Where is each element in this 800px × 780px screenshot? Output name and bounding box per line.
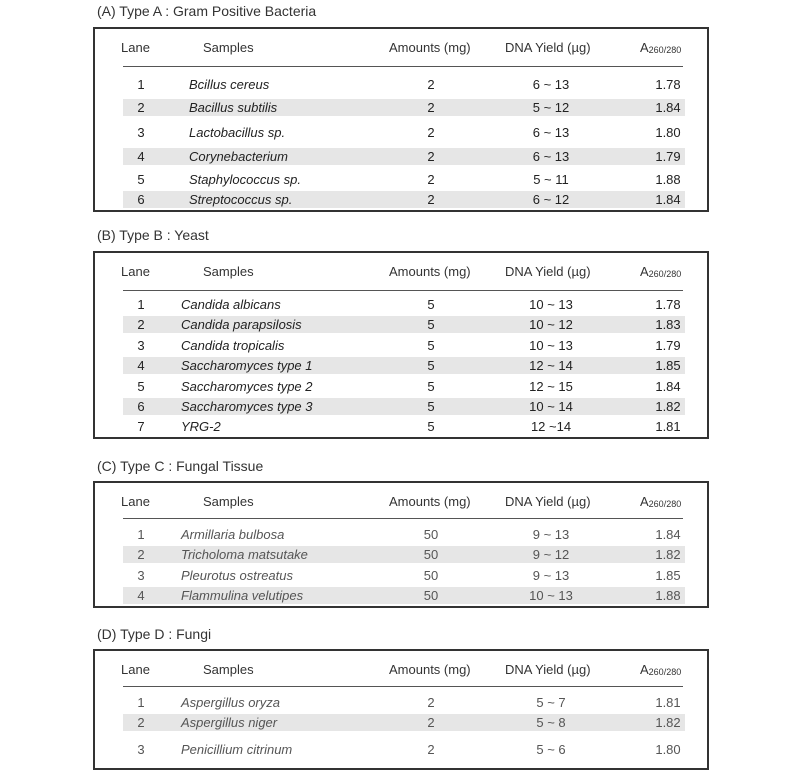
amount-cell: 2 [427, 125, 435, 140]
amount-cell: 2 [427, 77, 435, 92]
dna-yield-cell: 6 ~ 13 [532, 149, 570, 164]
dna-yield-cell: 10 ~ 12 [529, 317, 573, 332]
ratio-cell: 1.81 [655, 419, 681, 434]
ratio-cell: 1.78 [655, 297, 681, 312]
lane-cell: 2 [137, 317, 145, 332]
sample-cell: Aspergillus niger [181, 715, 278, 730]
lane-cell: 5 [137, 172, 145, 187]
lane-cell: 3 [137, 742, 145, 757]
amount-cell: 2 [427, 172, 435, 187]
header-divider [123, 518, 683, 519]
header-ratio: $A_{260/280}$ [640, 40, 682, 55]
dna-yield-cell: 6 ~ 12 [532, 192, 570, 207]
header-amounts: Amounts (mg) [389, 264, 471, 279]
amount-cell: 2 [427, 742, 435, 757]
table-row [123, 316, 685, 333]
dna-yield-cell: 9 ~ 13 [532, 568, 570, 583]
dna-yield-cell: 10 ~ 14 [529, 399, 573, 414]
lane-cell: 2 [137, 715, 145, 730]
lane-cell: 3 [137, 568, 145, 583]
section-d-title: (D) Type D : Fungi [97, 626, 212, 642]
sample-cell: Candida tropicalis [181, 338, 285, 353]
header-lane: Lane [121, 662, 150, 677]
dna-yield-cell: 9 ~ 13 [532, 527, 570, 542]
lane-cell: 4 [137, 149, 145, 164]
sample-cell: Candida parapsilosis [181, 317, 302, 332]
sample-cell: Lactobacillus sp. [189, 125, 286, 140]
table-row [123, 296, 685, 313]
header-amounts: Amounts (mg) [389, 40, 471, 55]
table-b [93, 251, 709, 439]
header-amounts: Amounts (mg) [389, 662, 471, 677]
ratio-cell: 1.84 [655, 527, 681, 542]
lane-cell: 1 [137, 527, 145, 542]
amount-cell: 50 [423, 527, 439, 542]
dna-yield-cell: 5 ~ 8 [536, 715, 566, 730]
lane-cell: 7 [137, 419, 145, 434]
table-row [123, 546, 685, 563]
ratio-cell: 1.84 [655, 192, 681, 207]
table-row [123, 76, 685, 93]
table-row [123, 357, 685, 374]
sample-cell: Streptococcus sp. [189, 192, 293, 207]
header-divider [123, 686, 683, 687]
sample-cell: Aspergillus oryza [181, 695, 280, 710]
header-samples: Samples [203, 662, 254, 677]
table-row [123, 148, 685, 165]
dna-yield-cell: 6 ~ 13 [532, 77, 570, 92]
lane-cell: 6 [137, 399, 145, 414]
amount-cell: 5 [427, 419, 435, 434]
dna-yield-cell: 5 ~ 6 [536, 742, 566, 757]
amount-cell: 5 [427, 297, 435, 312]
table-row [123, 418, 685, 435]
amount-cell: 50 [423, 568, 439, 583]
amount-cell: 50 [423, 547, 439, 562]
sample-cell: Candida albicans [181, 297, 281, 312]
ratio-cell: 1.82 [655, 715, 681, 730]
header-divider [123, 66, 683, 67]
lane-cell: 6 [137, 192, 145, 207]
sample-cell: Tricholoma matsutake [181, 547, 308, 562]
lane-cell: 1 [137, 695, 145, 710]
sample-cell: Penicillium citrinum [181, 742, 293, 757]
header-dna-yield: DNA Yield (µg) [505, 494, 591, 509]
ratio-cell: 1.82 [655, 399, 681, 414]
dna-yield-cell: 9 ~ 12 [532, 547, 570, 562]
table-row [123, 741, 685, 758]
ratio-cell: 1.85 [655, 568, 681, 583]
header-ratio: $A_{260/280}$ [640, 494, 682, 509]
ratio-cell: 1.88 [655, 588, 681, 603]
table-row [123, 526, 685, 543]
dna-yield-cell: 5 ~ 7 [536, 695, 566, 710]
amount-cell: 2 [427, 192, 435, 207]
amount-cell: 5 [427, 317, 435, 332]
header-lane: Lane [121, 494, 150, 509]
table-c [93, 481, 709, 608]
lane-cell: 1 [137, 77, 145, 92]
table-row [123, 587, 685, 604]
dna-yield-cell: 5 ~ 12 [532, 100, 570, 115]
lane-cell: 4 [137, 358, 145, 373]
lane-cell: 5 [137, 379, 145, 394]
sample-cell: Staphylococcus sp. [189, 172, 302, 187]
ratio-cell: 1.78 [655, 77, 681, 92]
dna-yield-cell: 5 ~ 11 [533, 172, 569, 187]
lane-cell: 4 [137, 588, 145, 603]
table-d [93, 649, 709, 770]
amount-cell: 2 [427, 715, 435, 730]
lane-cell: 3 [137, 125, 145, 140]
table-row [123, 398, 685, 415]
dna-yield-cell: 10 ~ 13 [529, 297, 573, 312]
dna-yield-cell: 12 ~ 14 [529, 358, 573, 373]
lane-cell: 3 [137, 338, 145, 353]
section-a-title: (A) Type A : Gram Positive Bacteria [97, 3, 317, 19]
sample-cell: Saccharomyces type 3 [181, 399, 313, 414]
header-dna-yield: DNA Yield (µg) [505, 264, 591, 279]
header-samples: Samples [203, 40, 254, 55]
amount-cell: 2 [427, 695, 435, 710]
ratio-cell: 1.88 [655, 172, 681, 187]
sample-cell: Armillaria bulbosa [181, 527, 285, 542]
amount-cell: 5 [427, 399, 435, 414]
sample-cell: Corynebacterium [189, 149, 288, 164]
dna-yield-cell: 6 ~ 13 [532, 125, 570, 140]
table-row [123, 694, 685, 711]
ratio-cell: 1.85 [655, 358, 681, 373]
header-dna-yield: DNA Yield (µg) [505, 662, 591, 677]
amount-cell: 5 [427, 379, 435, 394]
ratio-cell: 1.79 [655, 338, 681, 353]
amount-cell: 50 [423, 588, 439, 603]
table-row [123, 191, 685, 208]
ratio-cell: 1.83 [655, 317, 681, 332]
dna-yield-cell: 12 ~14 [530, 419, 572, 434]
ratio-cell: 1.80 [655, 742, 681, 757]
ratio-cell: 1.82 [655, 547, 681, 562]
header-divider [123, 290, 683, 291]
table-row [123, 714, 685, 731]
header-samples: Samples [203, 264, 254, 279]
sample-cell: Bcillus cereus [189, 77, 270, 92]
sample-cell: YRG-2 [181, 419, 221, 434]
lane-cell: 2 [137, 100, 145, 115]
ratio-cell: 1.84 [655, 379, 681, 394]
table-row [123, 567, 685, 584]
header-ratio: $A_{260/280}$ [640, 662, 682, 677]
table-row [123, 378, 685, 395]
ratio-cell: 1.84 [655, 100, 681, 115]
amount-cell: 2 [427, 149, 435, 164]
header-amounts: Amounts (mg) [389, 494, 471, 509]
section-c-title: (C) Type C : Fungal Tissue [97, 458, 264, 474]
amount-cell: 5 [427, 338, 435, 353]
header-lane: Lane [121, 264, 150, 279]
sample-cell: Pleurotus ostreatus [181, 568, 294, 583]
header-samples: Samples [203, 494, 254, 509]
table-a [93, 27, 709, 212]
amount-cell: 2 [427, 100, 435, 115]
sample-cell: Saccharomyces type 2 [181, 379, 313, 394]
dna-yield-cell: 10 ~ 13 [529, 588, 573, 603]
amount-cell: 5 [427, 358, 435, 373]
header-lane: Lane [121, 40, 150, 55]
sample-cell: Saccharomyces type 1 [181, 358, 313, 373]
ratio-cell: 1.81 [655, 695, 681, 710]
table-row [123, 337, 685, 354]
ratio-cell: 1.80 [655, 125, 681, 140]
ratio-cell: 1.79 [655, 149, 681, 164]
sample-cell: Flammulina velutipes [181, 588, 304, 603]
section-b-title: (B) Type B : Yeast [97, 227, 209, 243]
header-dna-yield: DNA Yield (µg) [505, 40, 591, 55]
lane-cell: 1 [137, 297, 145, 312]
table-row [123, 99, 685, 116]
sample-cell: Bacillus subtilis [189, 100, 278, 115]
dna-yield-cell: 12 ~ 15 [529, 379, 573, 394]
lane-cell: 2 [137, 547, 145, 562]
dna-yield-cell: 10 ~ 13 [529, 338, 573, 353]
header-ratio: $A_{260/280}$ [640, 264, 682, 279]
table-row [123, 124, 685, 141]
table-row [123, 171, 685, 188]
